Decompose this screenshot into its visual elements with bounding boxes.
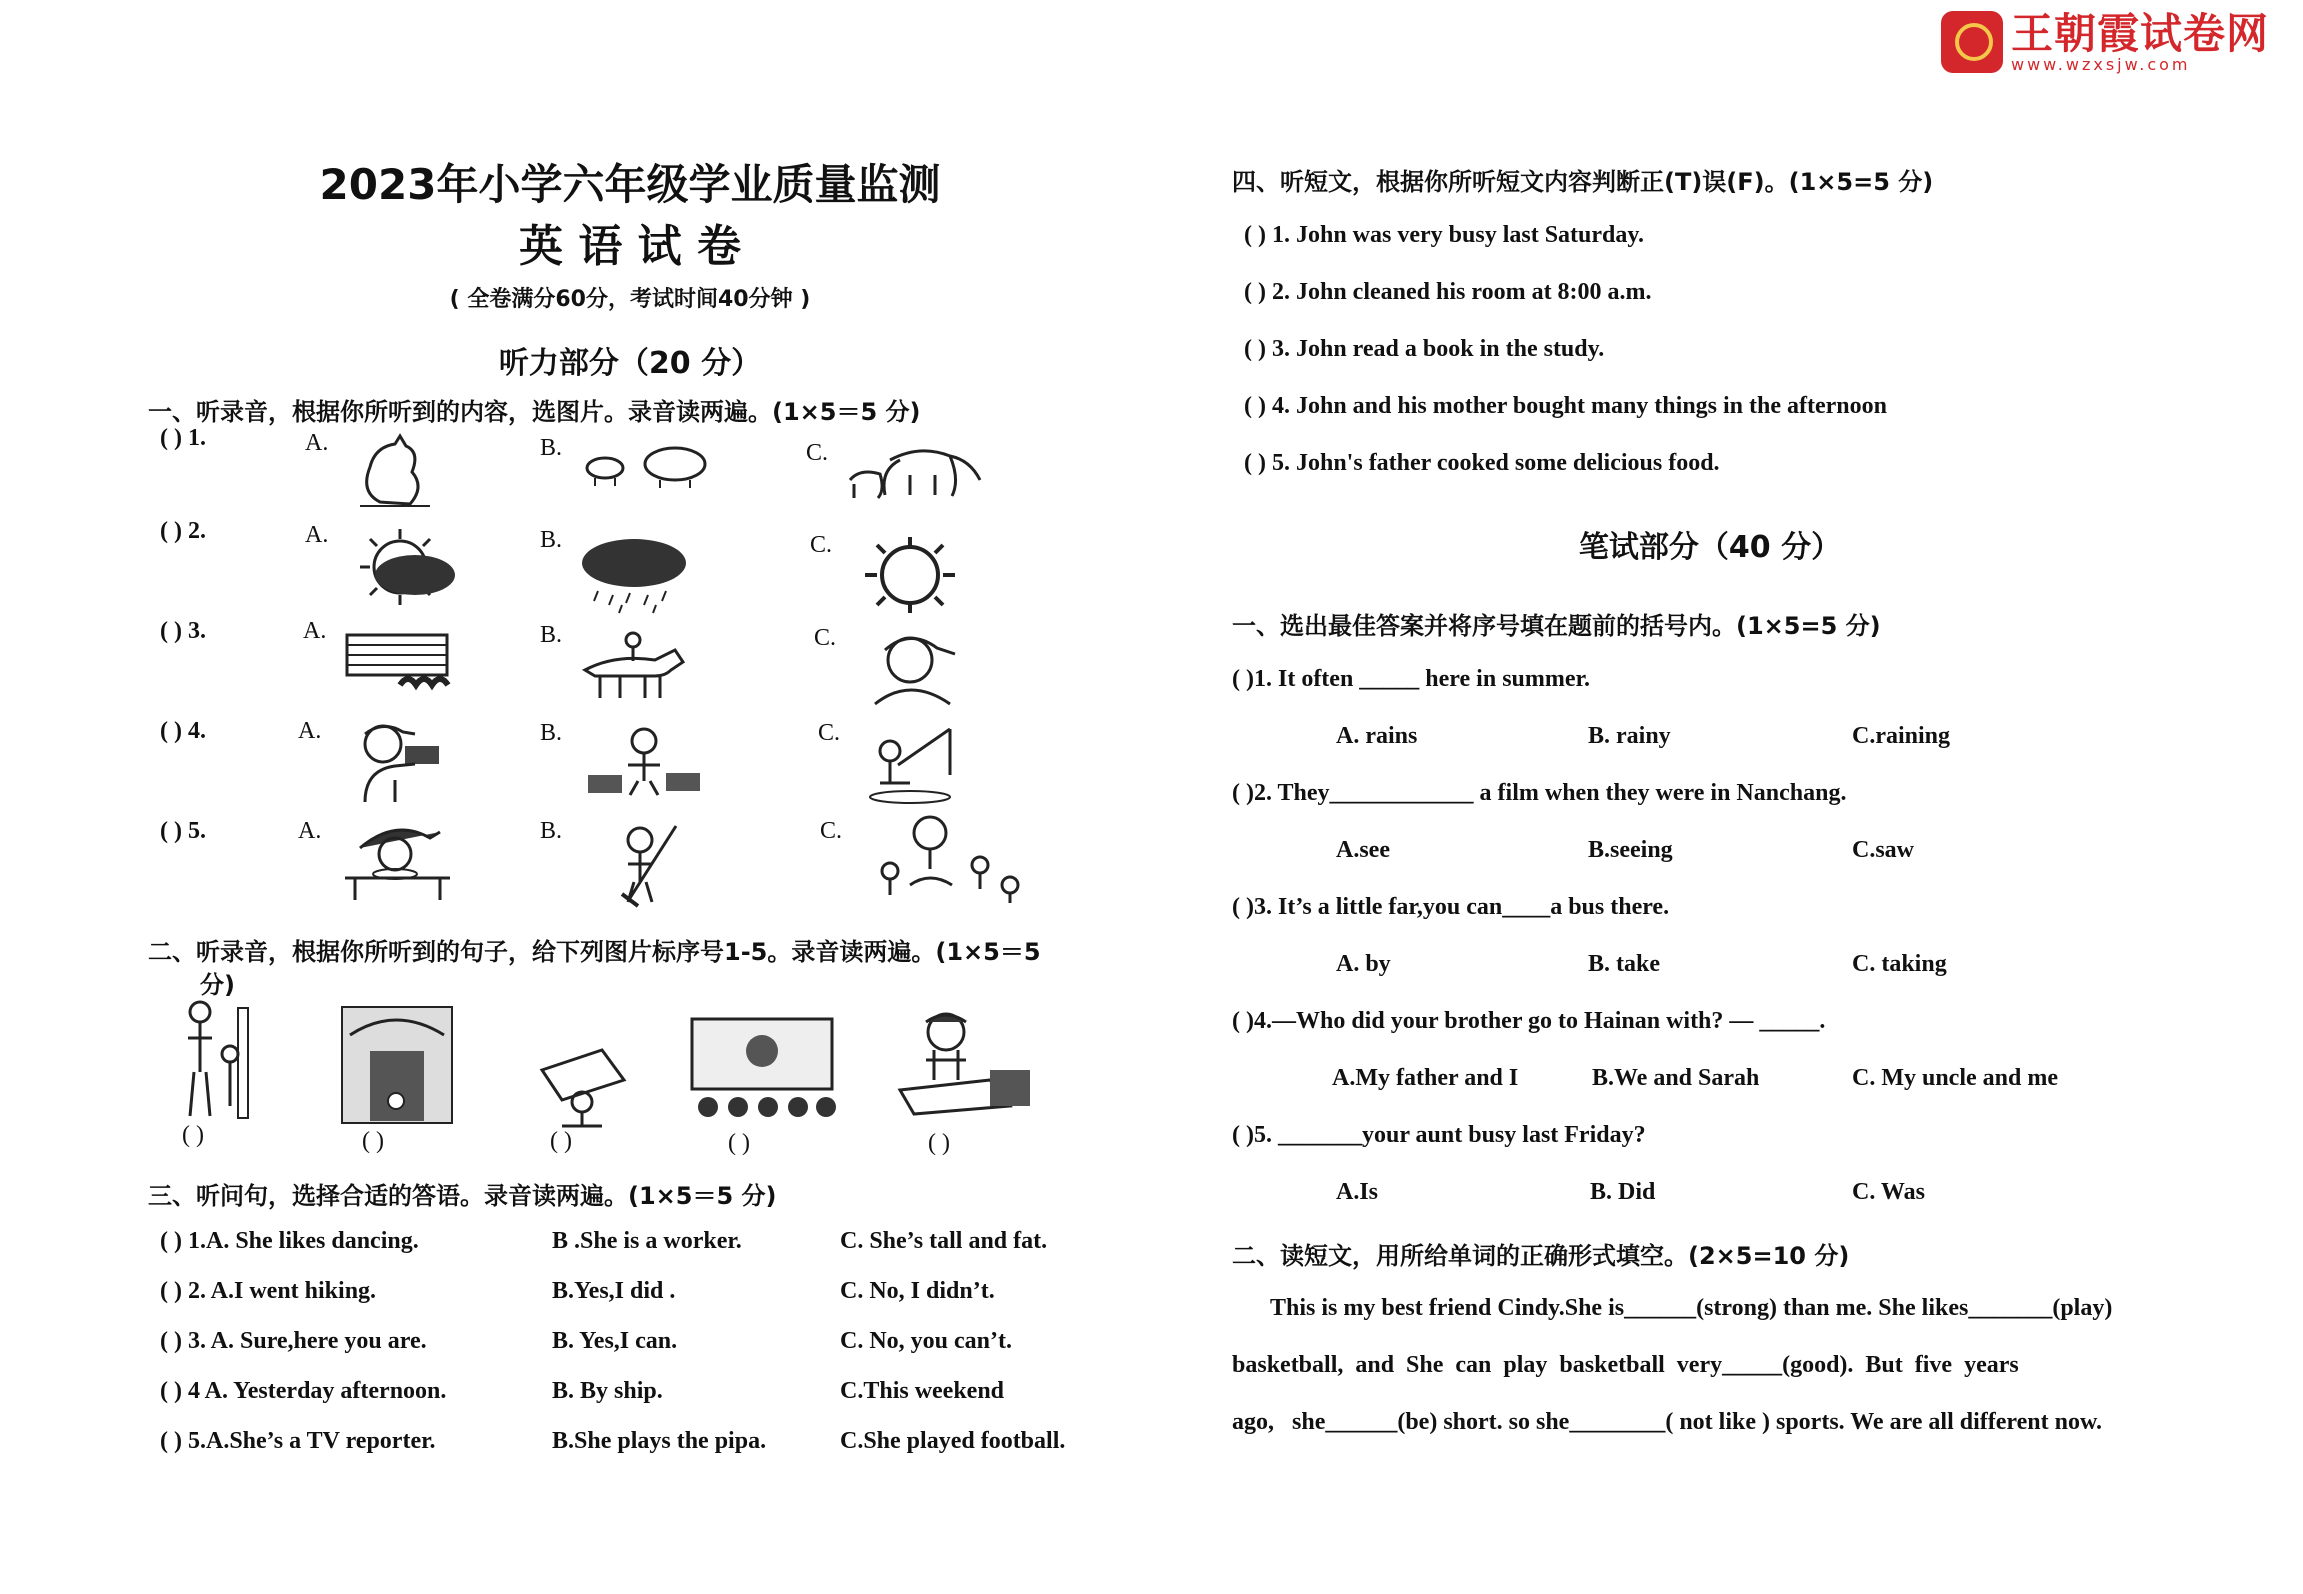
p3-row4-a: ( ) 4 A. Yesterday afternoon. <box>160 1378 447 1404</box>
p3-row1-a: ( ) 1.A. She likes dancing. <box>160 1228 419 1254</box>
logo-url: www.wzxsjw.com <box>2011 55 2191 74</box>
w1-q4-a: A.My father and I <box>1332 1065 1519 1091</box>
w1-q1-a: A. rains <box>1336 723 1418 749</box>
exam-note: ( 全卷满分60分，考试时间40分钟 ) <box>449 287 811 312</box>
p1-row5-b: B. <box>540 818 563 844</box>
p3-row4-c: C.This weekend <box>840 1378 1005 1404</box>
p1-row3-b: B. <box>540 622 563 648</box>
fishing-icon <box>860 725 970 805</box>
listening-part4-heading: 四、听短文，根据你所听短文内容判断正(T)误(F)。(1×5=5 分) <box>1232 168 1934 196</box>
p3-row3-b: B. Yes,I can. <box>552 1328 678 1354</box>
listening-part1-heading: 一、听录音，根据你所听到的内容，选图片。录音读两遍。(1×5＝5 分) <box>148 398 921 426</box>
w1-q5: ( )5. _______your aunt busy last Friday? <box>1232 1122 1646 1148</box>
p2-blank-2[interactable]: ( ) <box>362 1128 384 1154</box>
girl-bags-icon <box>578 725 708 800</box>
writing-heading: 笔试部分（40 分） <box>1578 530 1842 565</box>
p4-item-4: ( ) 4. John and his mother bought many things in the afternoon <box>1244 393 1887 419</box>
p1-row1-b: B. <box>540 435 563 461</box>
p1-row1-num: ( ) 1. <box>160 425 206 451</box>
p2-blank-4[interactable]: ( ) <box>728 1130 750 1156</box>
w1-q5-c: C. Was <box>1852 1179 1925 1205</box>
p1-row2-c: C. <box>810 532 833 558</box>
w2-line-3: ago, she______(be) short. so she________( not like ) sports. We are all different now. <box>1232 1409 2102 1435</box>
girl-sweeping-icon <box>600 820 690 910</box>
w1-q3: ( )3. It’s a little far,you can____a bus there. <box>1232 894 1670 920</box>
p4-item-1: ( ) 1. John was very busy last Saturday. <box>1244 222 1645 248</box>
boy-cap-icon <box>855 632 965 707</box>
sun-icon <box>855 535 965 615</box>
boy-drawing-icon <box>522 1030 632 1130</box>
listening-part2-heading-line2: 分) <box>200 971 235 999</box>
listening-heading: 听力部分（20 分） <box>498 346 762 381</box>
temple-gate-icon <box>340 1005 455 1125</box>
w1-q1-b: B. rainy <box>1588 723 1671 749</box>
p3-row2-a: ( ) 2. A.I went hiking. <box>160 1278 377 1304</box>
p2-blank-3[interactable]: ( ) <box>550 1128 572 1154</box>
p1-row5-c: C. <box>820 818 843 844</box>
writing-part2-heading: 二、读短文，用所给单词的正确形式填空。(2×5=10 分) <box>1232 1242 1850 1270</box>
w1-q1: ( )1. It often _____ here in summer. <box>1232 666 1590 692</box>
p1-row4-c: C. <box>818 720 841 746</box>
p1-row2-num: ( ) 2. <box>160 518 206 544</box>
p1-row5-a: A. <box>298 818 322 844</box>
p1-row1-c: C. <box>806 440 829 466</box>
boy-reading-icon <box>890 1010 1035 1120</box>
p1-row4-b: B. <box>540 720 563 746</box>
p3-row3-c: C. No, you can’t. <box>840 1328 1012 1354</box>
w1-q2-c: C.saw <box>1852 837 1915 863</box>
p1-row3-num: ( ) 3. <box>160 618 206 644</box>
w1-q5-b: B. Did <box>1590 1179 1656 1205</box>
p3-row5-c: C.She played football. <box>840 1428 1066 1454</box>
p1-row3-c: C. <box>814 625 837 651</box>
p3-row2-b: B.Yes,I did . <box>552 1278 676 1304</box>
logo-name: 王朝霞试卷网 <box>2011 9 2270 58</box>
p4-item-5: ( ) 5. John's father cooked some delicious food. <box>1244 450 1720 476</box>
horse-rider-icon <box>575 630 695 705</box>
logo-emblem-icon <box>1941 11 2003 73</box>
p3-row2-c: C. No, I didn’t. <box>840 1278 995 1304</box>
p3-row5-b: B.She plays the pipa. <box>552 1428 767 1454</box>
w1-q2-b: B.seeing <box>1588 837 1673 863</box>
p3-row1-b: B .She is a worker. <box>552 1228 742 1254</box>
listening-part2-heading-line1: 二、听录音，根据你所听到的句子，给下列图片标序号1-5。录音读两遍。(1×5＝5 <box>148 938 1041 966</box>
w2-line-2: basketball, and She can play basketball very_____(good). But five years <box>1232 1352 2019 1378</box>
p1-row2-b: B. <box>540 527 563 553</box>
w1-q4: ( )4.—Who did your brother go to Hainan with? — _____. <box>1232 1008 1826 1034</box>
sun-cloud-icon <box>345 525 465 610</box>
p3-row1-c: C. She’s tall and fat. <box>840 1228 1048 1254</box>
window-scene-icon <box>345 625 455 705</box>
w1-q4-b: B.We and Sarah <box>1592 1065 1760 1091</box>
elephants-icon <box>840 440 990 500</box>
kangaroo-icon <box>340 432 450 512</box>
p3-row5-a: ( ) 5.A.She’s a TV reporter. <box>160 1428 436 1454</box>
boy-eating-icon <box>340 818 455 903</box>
site-logo <box>1941 10 2271 74</box>
pigs-icon <box>575 440 715 490</box>
listening-part3-heading: 三、听问句，选择合适的答语。录音读两遍。(1×5＝5 分) <box>148 1182 777 1210</box>
boy-camera-icon <box>345 720 455 805</box>
w1-q2: ( )2. They____________ a film when they were in Nanchang. <box>1232 780 1847 806</box>
p4-item-3: ( ) 3. John read a book in the study. <box>1244 336 1605 362</box>
p1-row4-a: A. <box>298 718 322 744</box>
w1-q3-b: B. take <box>1588 951 1660 977</box>
classroom-screen-icon <box>688 1015 838 1125</box>
rain-cloud-icon <box>578 535 693 615</box>
height-measure-icon <box>178 998 258 1128</box>
p4-item-2: ( ) 2. John cleaned his room at 8:00 a.m. <box>1244 279 1652 305</box>
w2-line-1: This is my best friend Cindy.She is______(strong) than me. She likes_______(play) <box>1270 1295 2113 1321</box>
w1-q1-c: C.raining <box>1852 723 1951 749</box>
w1-q4-c: C. My uncle and me <box>1852 1065 2058 1091</box>
w1-q3-c: C. taking <box>1852 951 1947 977</box>
w1-q5-a: A.Is <box>1336 1179 1379 1205</box>
p2-blank-1[interactable]: ( ) <box>182 1122 204 1148</box>
kids-playing-icon <box>870 815 1030 905</box>
w1-q3-a: A. by <box>1336 951 1391 977</box>
exam-subtitle: 英 语 试 卷 <box>519 221 741 272</box>
exam-title: 2023年小学六年级学业质量监测 <box>319 160 941 209</box>
w1-q2-a: A.see <box>1336 837 1390 863</box>
p1-row1-a: A. <box>305 430 329 456</box>
p1-row2-a: A. <box>305 522 329 548</box>
p3-row3-a: ( ) 3. A. Sure,here you are. <box>160 1328 427 1354</box>
writing-part1-heading: 一、选出最佳答案并将序号填在题前的括号内。(1×5=5 分) <box>1232 612 1881 640</box>
p1-row4-num: ( ) 4. <box>160 718 206 744</box>
p3-row4-b: B. By ship. <box>552 1378 663 1404</box>
p1-row5-num: ( ) 5. <box>160 818 206 844</box>
p2-blank-5[interactable]: ( ) <box>928 1130 950 1156</box>
p1-row3-a: A. <box>303 618 327 644</box>
